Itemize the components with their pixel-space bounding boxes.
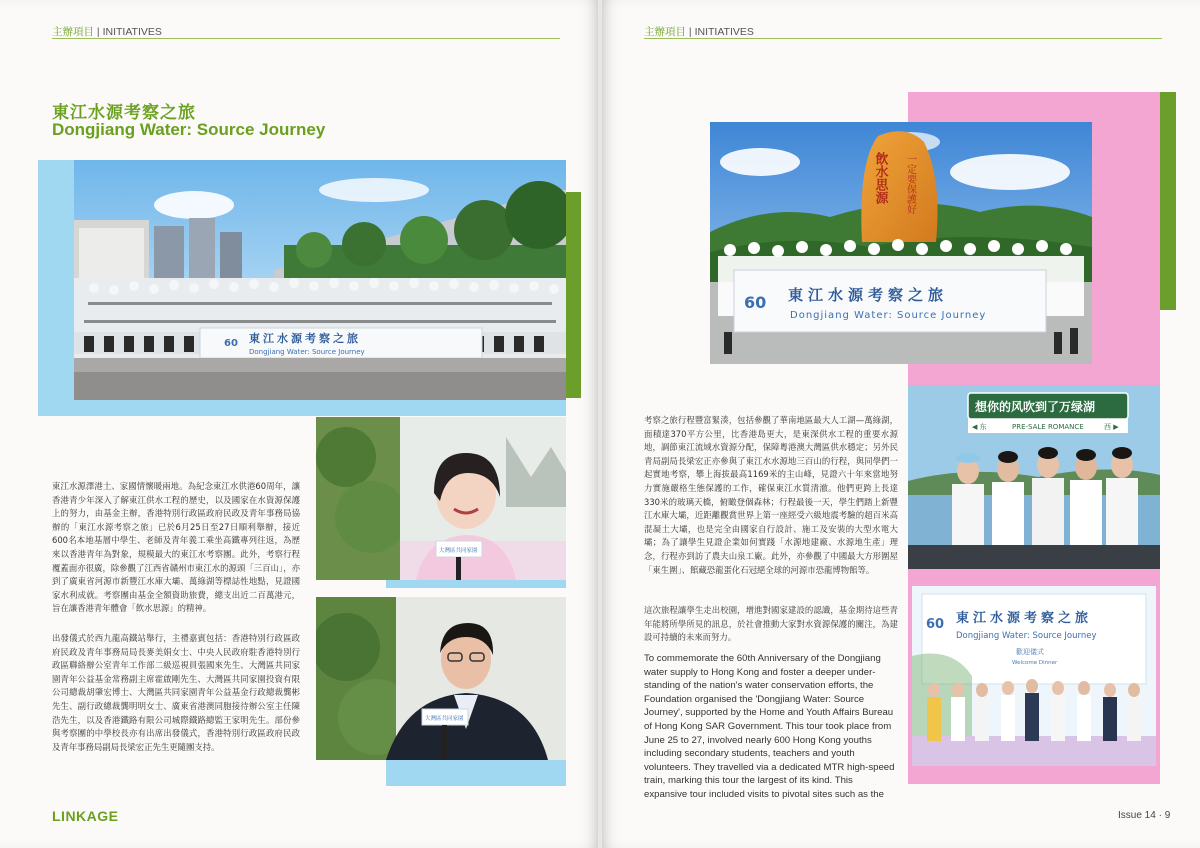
backdrop-zh: 東江水源考察之旅 bbox=[956, 611, 1093, 626]
backdrop-sub-en: Welcome Dinner bbox=[1012, 660, 1058, 666]
body-paragraph-1-zh: 東江水源澤港土、家國情懷暖兩地。為紀念東江水供港60周年，讓香港青少年深入了解東江供水工程的歷史，以及國家在水資源保護上的努力，由基金主辦，香港特別行政區政府民政及青年事務局協辦的「東江水源考察之旅」已於6月25日至27日順利舉辦，接近600名本地基層中學生、老師及青年義工乘坐高鐵專列往返，為歷來以香港青年為對象，規模最大的東江水考察團。此外，考察行程覆蓋面亦很廣，除參觀了江西省贛州市東江水的源頭「三百山」，亦到了廣東省河源市新豐江水庫大壩、萬綠湖等標誌性地點，見證國家水利成就。考察團由基金全額資助旅費，總支出近二百萬港元，旨在讓香港青年體會「飲水思源」的精神。 bbox=[52, 481, 300, 614]
light-blue-block-3 bbox=[386, 760, 566, 786]
left-page bbox=[0, 0, 598, 848]
backdrop-sub: 歡迎儀式 bbox=[1016, 648, 1044, 656]
footer-issue: Issue 14 · 9 bbox=[1118, 810, 1171, 821]
group-photo-rock bbox=[710, 122, 1092, 364]
body-paragraph-3-zh: 考察之旅行程豐富緊湊，包括參觀了華南地區最大人工湖—萬綠湖，面積達370平方公里，比香港島更大，是東深供水工程的重要水源地，調節東江流域水資源分配，保障粵港澳大灣區供水穩定；另外民青局副局長梁宏正亦參與了東江水水源地三百山的行程，與同學們一起實地考察，攀上海拔最高1169米的主山峰，見證六十年來當地努力實施嚴格生態保護的工作，確保東江水質清澈。他們更跨上長達330米的玻璃天橋，俯瞰登個森林；行程最後一天，學生們踏上新豐江水庫大壩，近距離觀賞世界上第一座經受六級地震考驗的超百米高混凝土大壩，也是完全由國家自行設計、施工及安裝的大型水電大壩；為了讓學生見證企業如何實踐「水源地建廠、水源地生產」理念，行程亦到訪了農夫山泉工廠。此外，亦參觀了中國最大方形圍屋「東生圍」、館藏恐龍蛋化石冠絕全球的河源市恐龍博物館等。 bbox=[644, 415, 898, 575]
footer-brand: LINKAGE bbox=[52, 808, 119, 824]
sign-right: 西 ▶ bbox=[1104, 423, 1119, 431]
group-banner-num: 60 bbox=[224, 338, 238, 349]
rock-inscription-2: 一定要保護好 bbox=[904, 154, 916, 214]
mic-label-2: 大灣區共同家園 bbox=[425, 716, 464, 722]
sign-left: ◀ 东 bbox=[972, 423, 987, 431]
sign-middle: PRE-SALE ROMANCE bbox=[1012, 423, 1084, 431]
body-paragraph-4-zh: 這次旅程讓學生走出校園，增進對國家建設的認識，基金期待這些青年能將所學所見的訊息，於社會推動大家對水資源保護的關注，為建設可持續的未來而努力。 bbox=[644, 605, 898, 643]
rock-banner-num: 60 bbox=[744, 293, 767, 312]
right-page bbox=[602, 0, 1200, 848]
sign-title: 想你的风吹到了万绿湖 bbox=[975, 400, 1096, 414]
rock-inscription-1: 飲水思源 bbox=[872, 152, 888, 204]
article-title-zh: 東江水源考察之旅 bbox=[52, 103, 196, 123]
mic-label-1: 大灣區共同家園 bbox=[439, 548, 478, 554]
body-paragraph-2-zh: 出發儀式於西九龍高鐵站舉行，主禮嘉賓包括：香港特別行政區政府民政及青年事務局局長麥美娟女士、中央人民政府駐香港特別行政區聯絡辦公室青年工作部二級巡視員張國來先生、大灣區共同家園青年公益基金常務副主席霍啟剛先生、大灣區共同家園投資有限公司總裁胡肇宏博士、大灣區共同家園青年公益基金行政總裁龔彬先生、副行政總裁龔明明女士、廣東省港澳同胞接待辦公室主任陳浩先生，以及香港鐵路有限公司城際鐵路總監王家明先生。部份參與考察團的中學校長亦有出席出發儀式，香港特別行政區政府民政及青年事務局副局長梁宏正先生更隨團支持。 bbox=[52, 633, 300, 752]
students-sign-photo bbox=[908, 385, 1160, 569]
header-rule bbox=[52, 38, 560, 39]
green-accent-bar bbox=[565, 192, 581, 398]
article-title-en: Dongjiang Water: Source Journey bbox=[52, 120, 326, 139]
group-banner-en: Dongjiang Water: Source Journey bbox=[249, 348, 365, 356]
rock-banner-en: Dongjiang Water: Source Journey bbox=[790, 310, 987, 321]
welcome-ceremony-photo bbox=[912, 586, 1156, 766]
portrait-speaker-man bbox=[316, 597, 566, 760]
body-paragraph-en: To commemorate the 60th Anniversary of the Dongjiang water supply to Hong Kong and foster a deeper under-standing of the nation's water conservation efforts, the Foundation organised the 'Dongjiang Water: Source Journey', supported by the Home and Youth Affairs Bureau of Hong Kong SAR Government. This tour took place from June 25 to 27, involved nearly 600 Hong Kong youths including secondary students, teachers and youth volunteers. They travelled via a dedicated MTR high-speed train, marking this tour the largest of its kind. This expansive tour included visits to pivotal sites such as the bbox=[644, 653, 895, 800]
group-banner-zh: 東江水源考察之旅 bbox=[249, 332, 361, 345]
section-header: 主辦項目 | INITIATIVES bbox=[52, 26, 162, 38]
backdrop-en: Dongjiang Water: Source Journey bbox=[956, 631, 1097, 641]
backdrop-num: 60 bbox=[926, 617, 945, 632]
group-photo-station bbox=[74, 160, 566, 400]
section-header-right: 主辦項目 | INITIATIVES bbox=[644, 26, 754, 38]
green-accent-bar-right bbox=[1160, 92, 1176, 310]
header-rule-right bbox=[644, 38, 1162, 39]
rock-banner-zh: 東江水源考察之旅 bbox=[788, 286, 949, 304]
portrait-speaker-woman bbox=[316, 417, 566, 580]
